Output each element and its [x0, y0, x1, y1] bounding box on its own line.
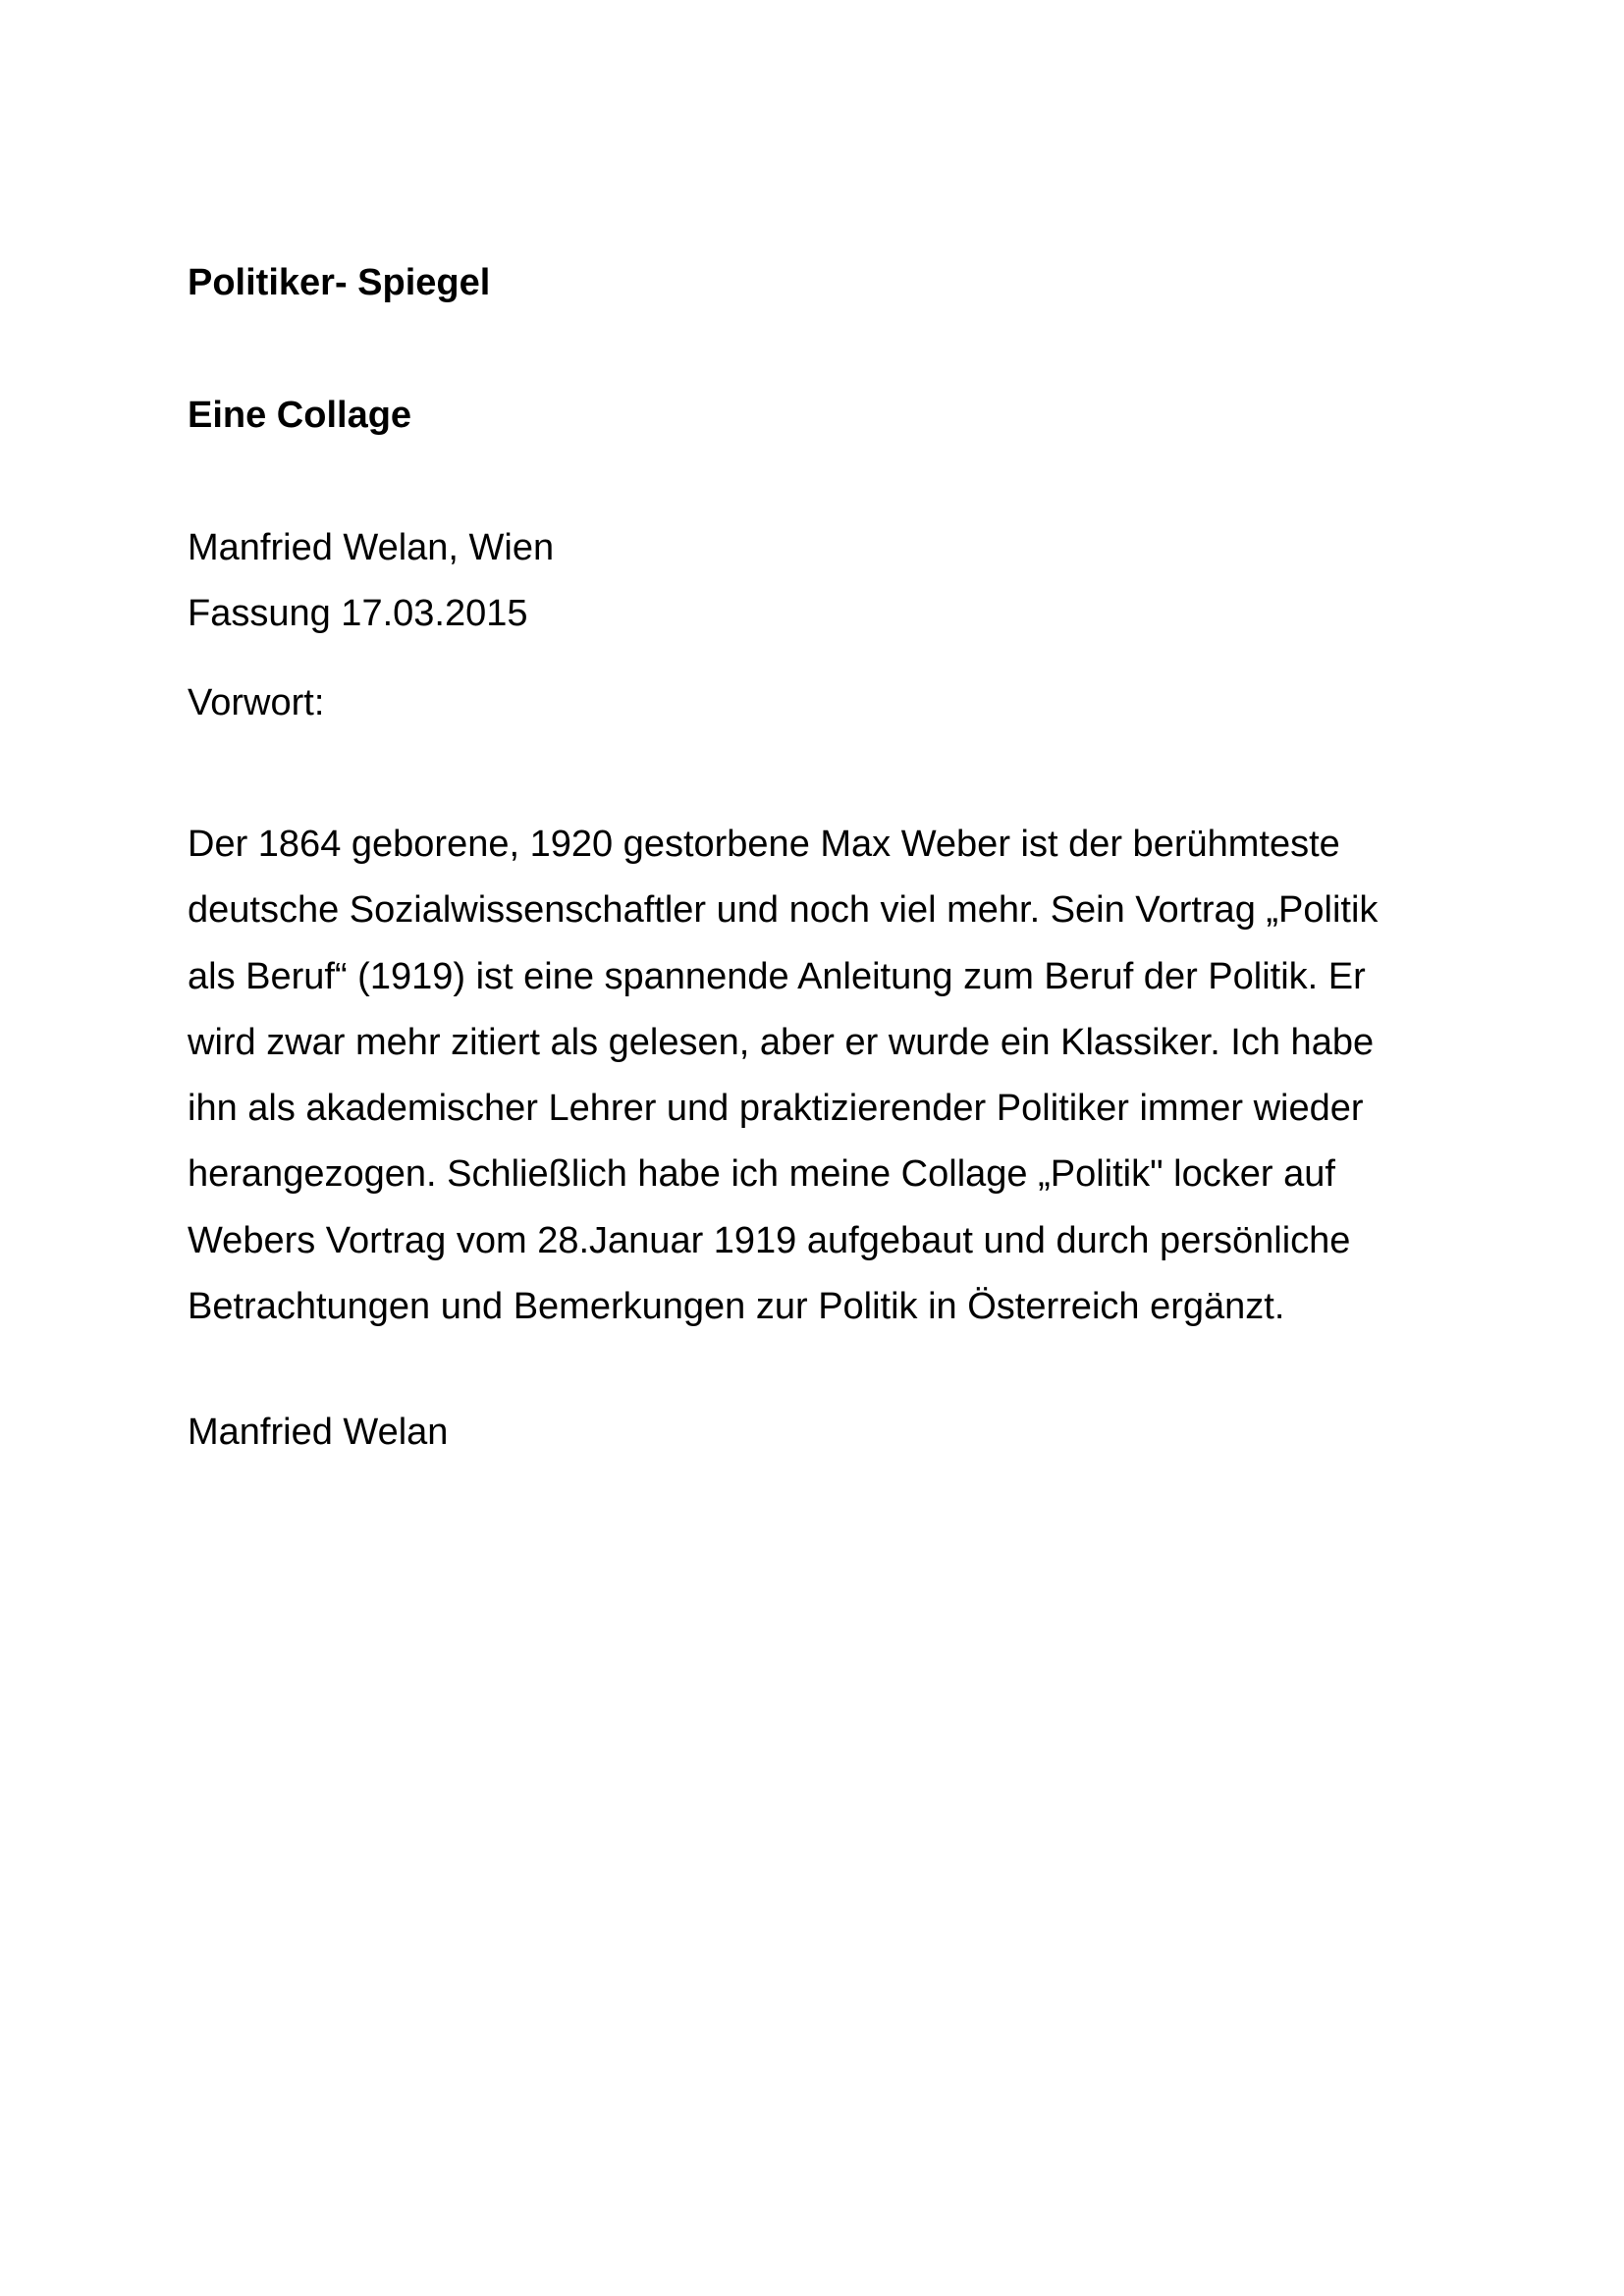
preface-paragraph — [188, 812, 1464, 1340]
preface-line: deutsche Sozialwissenschaftler und noch viel mehr. Sein Vortrag „Politik — [188, 889, 1379, 932]
version-line: Fassung 17.03.2015 — [188, 593, 528, 634]
preface-heading: Vorwort: — [188, 682, 325, 723]
document-title: Politiker- Spiegel — [188, 262, 491, 303]
preface-line: wird zwar mehr zitiert als gelesen, aber er wurde ein Klassiker. Ich habe — [188, 1021, 1375, 1063]
preface-line: ihn als akademischer Lehrer und praktizierender Politiker immer wieder — [188, 1088, 1364, 1130]
signature: Manfried Welan — [188, 1412, 449, 1453]
preface-line: Webers Vortrag vom 28.Januar 1919 aufgebaut und durch persönliche — [188, 1219, 1351, 1261]
preface-line: Betrachtungen und Bemerkungen zur Politik in Österreich ergänzt. — [188, 1286, 1285, 1328]
author-line: Manfried Welan, Wien — [188, 527, 555, 568]
document-subtitle: Eine Collage — [188, 395, 412, 436]
preface-line: herangezogen. Schließlich habe ich meine Collage „Politik" locker auf — [188, 1153, 1335, 1196]
preface-line: Der 1864 geborene, 1920 gestorbene Max Weber ist der berühmteste — [188, 824, 1340, 865]
preface-line: als Beruf“ (1919) ist eine spannende Anleitung zum Beruf der Politik. Er — [188, 955, 1366, 997]
